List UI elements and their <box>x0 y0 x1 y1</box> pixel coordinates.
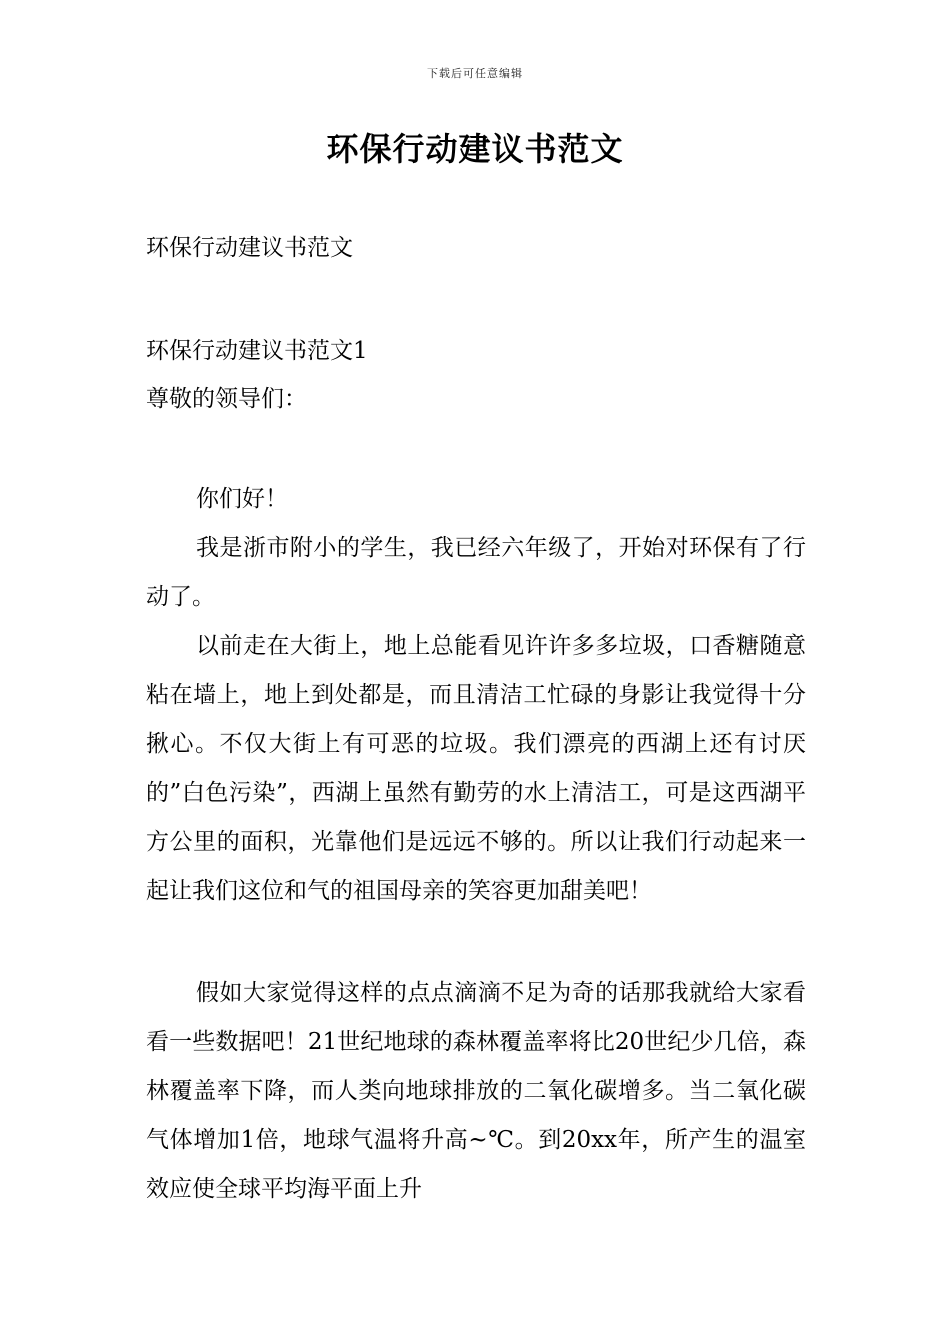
body-paragraph-1: 我是浙市附小的学生，我已经六年级了，开始对环保有了行动了。 <box>146 535 806 610</box>
section-heading: 环保行动建议书范文1 <box>146 338 368 364</box>
salutation: 尊敬的领导们： <box>146 386 307 412</box>
greeting: 你们好！ <box>196 486 288 512</box>
body-paragraph-3: 假如大家觉得这样的点点滴滴不足为奇的话那我就给大家看看一些数据吧！21世纪地球的森林覆盖率将比20世纪少几倍，森林覆盖率下降，而人类向地球排放的二氧化碳增多。当二氧化碳气体增加1倍，地球气温将升高~℃。到20xx年，所产生的温室效应使全球平均海平面上升 <box>146 980 806 1202</box>
header-note: 下载后可任意编辑 <box>427 67 523 80</box>
body-paragraph-2: 以前走在大街上，地上总能看见许许多多垃圾，口香糖随意粘在墙上，地上到处都是，而且清洁工忙碌的身影让我觉得十分揪心。不仅大街上有可恶的垃圾。我们漂亮的西湖上还有讨厌的”白色污染”，西湖上虽然有勤劳的水上清洁工，可是这西湖平方公里的面积，光靠他们是远远不够的。所以让我们行动起来一起让我们这位和气的祖国母亲的笑容更加甜美吧！ <box>146 633 806 904</box>
page-title: 环保行动建议书范文 <box>326 130 624 168</box>
document-subtitle: 环保行动建议书范文 <box>146 235 353 261</box>
